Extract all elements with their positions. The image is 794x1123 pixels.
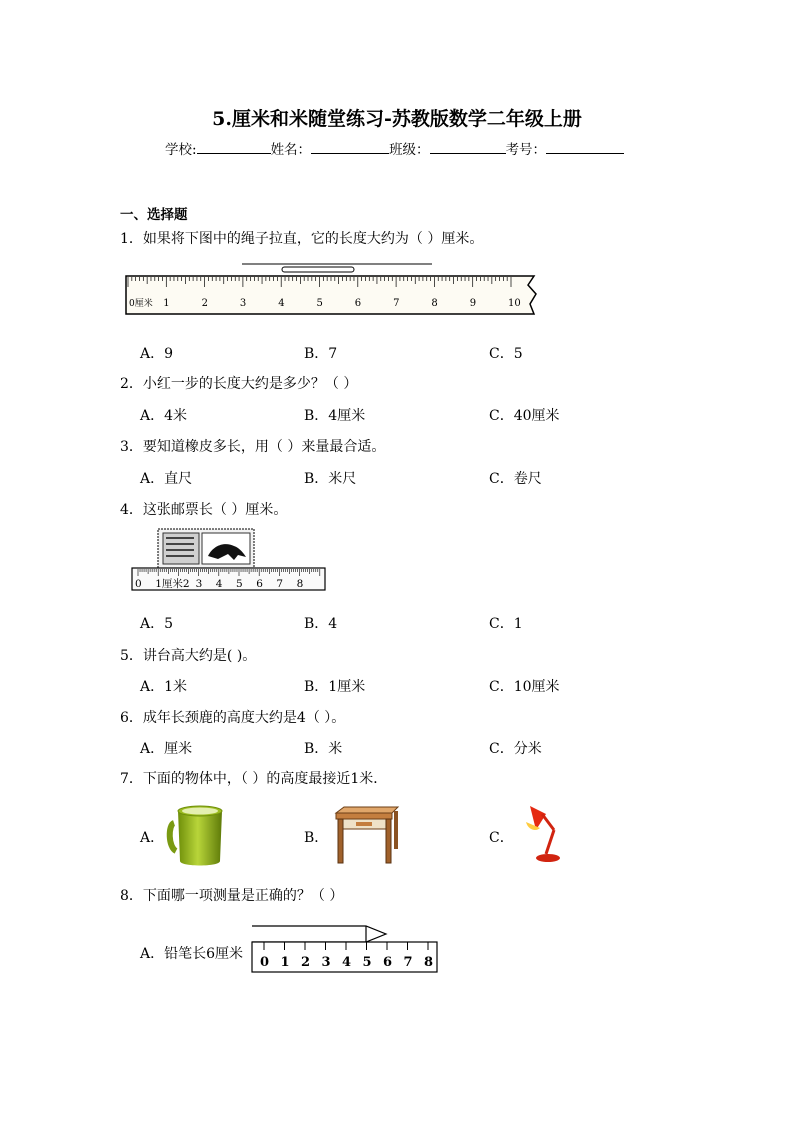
- stamp-image: [158, 529, 254, 568]
- page-title: 5.厘米和米随堂练习-苏教版数学二年级上册: [212, 108, 582, 130]
- ruler-1-zero-label: 0厘米: [129, 299, 153, 309]
- section-heading: 一、选择题: [120, 207, 188, 223]
- q5-option-b[interactable]: B．1厘米: [304, 679, 366, 695]
- ruler-8-tick-label: 3: [321, 955, 331, 970]
- ruler-4-tick-label: 6: [256, 578, 263, 590]
- ruler-1-tick-label: 1: [163, 298, 170, 309]
- ruler-1-tick-label: 8: [431, 298, 438, 309]
- question-2-stem: 2．小红一步的长度大约是多少？（ ）: [120, 376, 358, 392]
- q3-option-c[interactable]: C．卷尺: [489, 471, 542, 487]
- q3-option-a[interactable]: A．直尺: [140, 471, 193, 487]
- q7-option-c[interactable]: C．: [489, 830, 514, 846]
- mug-icon: [166, 803, 228, 869]
- q1-option-a[interactable]: A．9: [140, 346, 174, 362]
- ruler-4-tick-label: 1厘米2: [155, 578, 190, 590]
- ruler-1-tick-label: 9: [469, 298, 477, 309]
- q5-option-a[interactable]: A．1米: [140, 679, 188, 695]
- class-field[interactable]: [430, 139, 506, 154]
- name-label: 姓名：: [270, 142, 312, 158]
- ruler-1-tick-label: 7: [393, 298, 400, 309]
- rope-ruler-figure: [122, 258, 542, 328]
- q4-option-a[interactable]: A．5: [140, 616, 174, 632]
- q1-option-b[interactable]: B．7: [304, 346, 338, 362]
- q3-option-b[interactable]: B．米尺: [304, 471, 357, 487]
- q4-option-c[interactable]: C．1: [489, 616, 523, 632]
- ruler-4-tick-label: 3: [195, 578, 203, 590]
- q1-option-c[interactable]: C．5: [489, 346, 523, 362]
- ruler-4-tick-label: 5: [236, 578, 243, 590]
- question-5-stem: 5．讲台高大约是( )。: [120, 648, 257, 664]
- ruler-8-tick-label: 0: [260, 955, 270, 970]
- pencil-ruler-figure: [248, 922, 440, 976]
- ruler-4-tick-label: 7: [276, 578, 284, 590]
- question-8-stem: 8．下面哪一项测量是正确的？（ ）: [120, 888, 344, 904]
- name-field[interactable]: [311, 139, 389, 154]
- question-1-stem: 1．如果将下图中的绳子拉直，它的长度大约为（ ）厘米。: [120, 231, 484, 247]
- rope-loop: [282, 267, 354, 272]
- desk-icon: [332, 803, 402, 865]
- question-4-stem: 4．这张邮票长（ ）厘米。: [120, 502, 288, 518]
- q2-option-a[interactable]: A．4米: [140, 408, 188, 424]
- q7-option-a[interactable]: A．: [140, 830, 165, 846]
- ruler-8-tick-label: 5: [362, 955, 372, 970]
- class-label: 班级：: [389, 142, 430, 158]
- school-label: 学校:: [165, 142, 197, 158]
- ruler-8-tick-label: 1: [280, 955, 290, 970]
- question-3-stem: 3．要知道橡皮多长，用（ ）来量最合适。: [120, 439, 386, 455]
- ruler-4-tick-label: 4: [215, 578, 223, 590]
- q5-option-c[interactable]: C．10厘米: [489, 679, 560, 695]
- question-6-stem: 6．成年长颈鹿的高度大约是4（ ）。: [120, 710, 346, 726]
- number-field[interactable]: [546, 139, 624, 154]
- ruler-1-tick-label: 2: [201, 298, 208, 309]
- ruler-8-tick-label: 2: [301, 955, 311, 970]
- ruler-8-tick-label: 6: [383, 955, 393, 970]
- q2-option-b[interactable]: B．4厘米: [304, 408, 366, 424]
- q6-option-b[interactable]: B．米: [304, 741, 343, 757]
- ruler-8-tick-label: 8: [424, 955, 434, 970]
- ruler-8-tick-label: 4: [342, 955, 352, 970]
- q2-option-c[interactable]: C．40厘米: [489, 408, 560, 424]
- q6-option-c[interactable]: C．分米: [489, 741, 542, 757]
- ruler-8-tick-label: 7: [403, 955, 413, 970]
- q8-option-a[interactable]: A．铅笔长6厘米: [140, 946, 244, 962]
- q6-option-a[interactable]: A．厘米: [140, 741, 193, 757]
- stamp-ruler-figure: [130, 524, 330, 594]
- student-info: [165, 138, 624, 158]
- ruler-1-tick-label: 6: [354, 298, 362, 309]
- q4-option-b[interactable]: B．4: [304, 616, 338, 632]
- school-field[interactable]: [197, 139, 271, 154]
- ruler-4-tick-label: 0: [135, 578, 142, 590]
- ruler-1-tick-label: 4: [278, 298, 285, 309]
- ruler-1-tick-label: 10: [508, 298, 521, 309]
- number-label: 考号：: [505, 142, 547, 158]
- ruler-4-tick-label: 8: [296, 578, 304, 590]
- ruler-1-tick-label: 5: [316, 298, 323, 309]
- lamp-icon: [518, 800, 564, 866]
- question-7-stem: 7．下面的物体中，（ ）的高度最接近1米．: [120, 771, 388, 787]
- q7-option-b[interactable]: B．: [304, 830, 329, 846]
- ruler-1-tick-label: 3: [239, 298, 247, 309]
